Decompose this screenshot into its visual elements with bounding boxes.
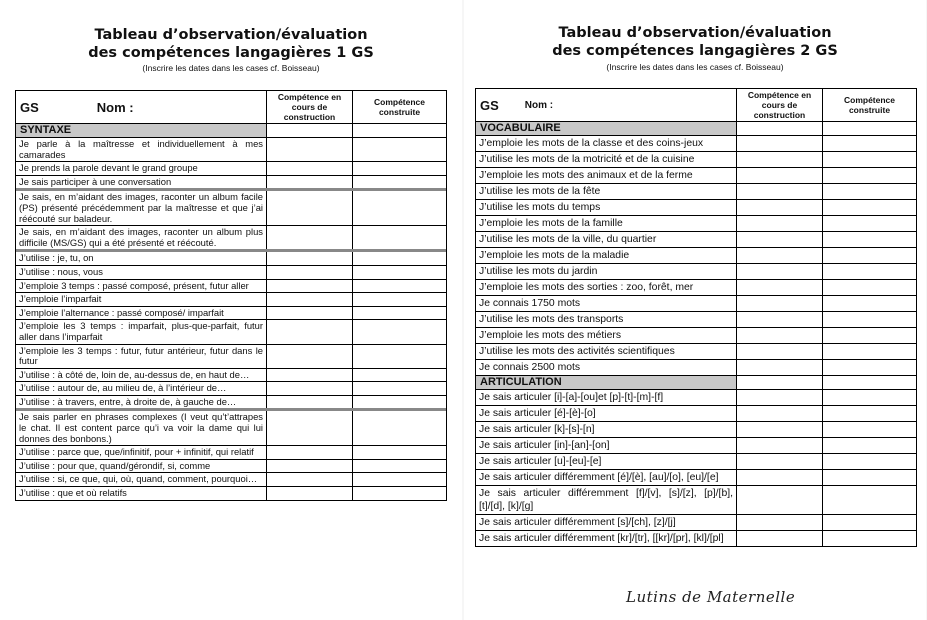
- right-section2-col2: [736, 376, 822, 389]
- row-label: J’utilise : parce que, que/infinitif, pour + infinitif, qui relatif: [19, 446, 254, 458]
- table-row: [16, 369, 446, 383]
- row-label: Je sais articuler [i]-[a]-[ou]et [p]-[t]-[m]-[f]: [479, 392, 664, 403]
- cell-construite[interactable]: [822, 422, 916, 437]
- row-label: J’emploie l’alternance : passé composé/ imparfait: [19, 306, 224, 318]
- row-label: Je sais articuler différemment [f]/[v], [s]/[z], [p]/[b], [t]/[d], [k]/[g]: [479, 488, 733, 512]
- right-subtitle: (Inscrire les dates dans les cases cf. Boisseau): [606, 62, 784, 72]
- row-label: J’emploie les mots de la classe et des coins-jeux: [479, 138, 704, 149]
- cell-en-cours[interactable]: [266, 162, 352, 175]
- row-label: Je sais articuler [u]-[eu]-[e]: [479, 456, 602, 467]
- row-label: J’emploie les 3 temps : futur, futur antérieur, futur dans le futur: [19, 344, 263, 367]
- cell-construite[interactable]: [822, 328, 916, 343]
- right-section2-col3: [822, 376, 916, 389]
- row-label: Je connais 1750 mots: [479, 298, 581, 309]
- cell-construite[interactable]: [352, 487, 446, 500]
- table-row: [476, 390, 916, 406]
- table-row: [476, 312, 916, 328]
- cell-en-cours[interactable]: [266, 446, 352, 459]
- table-row: [16, 138, 446, 162]
- table-row: [476, 422, 916, 438]
- row-label: J’emploie les mots des métiers: [479, 330, 622, 341]
- cell-construite[interactable]: [822, 152, 916, 167]
- cell-construite[interactable]: [822, 515, 916, 530]
- sheet-right: [464, 0, 926, 620]
- cell-construite[interactable]: [822, 296, 916, 311]
- table-row: [476, 280, 916, 296]
- cell-en-cours[interactable]: [736, 184, 822, 199]
- right-header-col3: Compétence construite: [822, 89, 916, 121]
- cell-en-cours[interactable]: [736, 232, 822, 247]
- row-label: Je sais articuler [in]-[an]-[on]: [479, 440, 610, 451]
- cell-en-cours[interactable]: [266, 396, 352, 409]
- cell-en-cours[interactable]: [266, 473, 352, 486]
- right-table: [475, 88, 917, 547]
- cell-en-cours[interactable]: [736, 531, 822, 546]
- table-row: [16, 293, 446, 307]
- table-row: [476, 264, 916, 280]
- right-section1-label: VOCABULAIRE: [480, 122, 561, 134]
- row-label: J’utilise : si, ce que, qui, où, quand, comment, pourquoi…: [19, 473, 258, 485]
- table-row: [476, 344, 916, 360]
- cell-construite[interactable]: [352, 345, 446, 368]
- table-row: [476, 136, 916, 152]
- table-row: [476, 168, 916, 184]
- cell-construite[interactable]: [352, 138, 446, 161]
- row-label: Je sais articuler différemment [s]/[ch], [z]/[j]: [479, 517, 676, 528]
- row-label: J’emploie les mots de la maladie: [479, 250, 630, 261]
- right-table-header: [476, 89, 916, 122]
- row-label: J’emploie les 3 temps : imparfait, plus-que-parfait, futur aller dans l’imparfait: [19, 320, 263, 342]
- table-row: [16, 446, 446, 460]
- cell-en-cours[interactable]: [266, 460, 352, 473]
- table-row: [16, 473, 446, 487]
- cell-construite[interactable]: [822, 486, 916, 514]
- cell-construite[interactable]: [352, 280, 446, 293]
- cell-en-cours[interactable]: [736, 312, 822, 327]
- cell-construite[interactable]: [352, 191, 446, 225]
- left-section-label: SYNTAXE: [20, 124, 72, 136]
- cell-construite[interactable]: [352, 369, 446, 382]
- row-label: J’emploie les mots de la famille: [479, 218, 623, 229]
- cell-en-cours[interactable]: [266, 266, 352, 279]
- right-section1-col2: [736, 122, 822, 135]
- cell-en-cours[interactable]: [736, 344, 822, 359]
- right-section2-label: ARTICULATION: [480, 376, 562, 388]
- row-label: J’utilise : que et où relatifs: [19, 487, 127, 499]
- cell-en-cours[interactable]: [266, 138, 352, 161]
- right-header-nom: Nom :: [524, 99, 554, 111]
- row-label: J’utilise : nous, vous: [19, 265, 103, 277]
- cell-construite[interactable]: [822, 360, 916, 375]
- cell-en-cours[interactable]: [266, 382, 352, 395]
- cell-en-cours[interactable]: [736, 470, 822, 485]
- row-label: J’utilise : à travers, entre, à droite de, à gauche de…: [19, 395, 237, 407]
- cell-en-cours[interactable]: [736, 438, 822, 453]
- table-row: [16, 345, 446, 369]
- lutins-logo: Lutins de Maternelle: [626, 588, 796, 606]
- table-row: [16, 382, 446, 396]
- cell-construite[interactable]: [822, 390, 916, 405]
- cell-construite[interactable]: [822, 438, 916, 453]
- table-row: [476, 515, 916, 531]
- cell-en-cours[interactable]: [736, 486, 822, 514]
- cell-construite[interactable]: [822, 136, 916, 151]
- table-row: [16, 280, 446, 294]
- cell-en-cours[interactable]: [266, 487, 352, 500]
- cell-construite[interactable]: [822, 312, 916, 327]
- row-label: Je prends la parole devant le grand groupe: [19, 162, 198, 174]
- right-title-line1: Tableau d’observation/évaluation: [558, 25, 832, 41]
- table-row: [16, 460, 446, 474]
- right-header-name-cell: [476, 89, 736, 121]
- table-row: [476, 296, 916, 312]
- row-label: Je sais articuler différemment [é]/[è], [au]/[o], [eu]/[e]: [479, 472, 719, 483]
- left-rows: [16, 138, 446, 500]
- left-section-col3: [352, 124, 446, 137]
- cell-construite[interactable]: [352, 411, 446, 445]
- cell-en-cours[interactable]: [266, 280, 352, 293]
- right-header-gs: GS: [480, 97, 499, 113]
- cell-construite[interactable]: [352, 176, 446, 189]
- right-section-vocabulaire: [476, 122, 916, 136]
- row-label: J’emploie l’imparfait: [19, 293, 102, 305]
- row-label: Je sais, en m’aidant des images, raconter un album plus difficile (MS/GS) qui a été présenté et réécouté.: [19, 226, 263, 248]
- row-label: J’utilise les mots du temps: [479, 202, 601, 213]
- cell-en-cours[interactable]: [736, 390, 822, 405]
- left-title-line2: des compétences langagières 1 GS: [88, 45, 374, 61]
- cell-en-cours[interactable]: [266, 226, 352, 249]
- cell-construite[interactable]: [822, 216, 916, 231]
- cell-en-cours[interactable]: [736, 216, 822, 231]
- table-row: [16, 226, 446, 252]
- cell-en-cours[interactable]: [736, 152, 822, 167]
- left-header-name-cell: [16, 91, 266, 123]
- cell-en-cours[interactable]: [736, 296, 822, 311]
- row-label: Je sais articuler [é]-[è]-[o]: [479, 408, 596, 419]
- cell-en-cours[interactable]: [266, 191, 352, 225]
- cell-construite[interactable]: [352, 252, 446, 265]
- table-row: [16, 252, 446, 266]
- row-label: Je sais articuler [k]-[s]-[n]: [479, 424, 595, 435]
- cell-construite[interactable]: [822, 248, 916, 263]
- cell-construite[interactable]: [352, 473, 446, 486]
- row-label: Je sais, en m’aidant des images, raconter un album facile (PS) présenté précédemment par la maîtresse et que j’ai réécouté sur baladeur.: [19, 191, 263, 224]
- cell-en-cours[interactable]: [736, 454, 822, 469]
- table-row: [16, 320, 446, 344]
- table-row: [16, 162, 446, 176]
- cell-construite[interactable]: [352, 226, 446, 249]
- table-row: [16, 307, 446, 321]
- cell-en-cours[interactable]: [736, 136, 822, 151]
- cell-construite[interactable]: [822, 232, 916, 247]
- table-row: [476, 454, 916, 470]
- table-row: [16, 191, 446, 226]
- row-label: Je sais parler en phrases complexes (I veut qu’t’attrapes le chat. Il est content parce qu’i va voir la dame qui lui donnes des bonbons.): [19, 411, 263, 444]
- row-label: Je sais articuler différemment [kr]/[tr], [[kr]/[pr], [kl]/[pl]: [479, 533, 724, 544]
- table-row: [476, 438, 916, 454]
- table-row: [476, 360, 916, 375]
- cell-construite[interactable]: [352, 382, 446, 395]
- row-label: J’emploie 3 temps : passé composé, présent, futur aller: [19, 279, 249, 291]
- row-label: Je sais participer à une conversation: [19, 175, 172, 187]
- row-label: J’emploie les mots des sorties : zoo, forêt, mer: [479, 282, 694, 293]
- cell-en-cours[interactable]: [266, 411, 352, 445]
- row-label: Je connais 2500 mots: [479, 362, 581, 373]
- left-table-header: [16, 91, 446, 124]
- cell-construite[interactable]: [352, 293, 446, 306]
- artic-rows: [476, 390, 916, 546]
- cell-en-cours[interactable]: [736, 515, 822, 530]
- left-table: [15, 90, 447, 501]
- right-section1-col3: [822, 122, 916, 135]
- left-header-col2: Compétence en cours de construction: [266, 91, 352, 123]
- cell-en-cours[interactable]: [736, 360, 822, 375]
- cell-construite[interactable]: [822, 454, 916, 469]
- row-label: J’emploie les mots des animaux et de la ferme: [479, 170, 693, 181]
- cell-construite[interactable]: [352, 446, 446, 459]
- row-label: J’utilise : à côté de, loin de, au-dessus de, en haut de…: [19, 368, 250, 380]
- cell-en-cours[interactable]: [266, 320, 352, 343]
- table-row: [476, 470, 916, 486]
- cell-construite[interactable]: [352, 162, 446, 175]
- cell-construite[interactable]: [352, 396, 446, 409]
- left-subtitle: (Inscrire les dates dans les cases cf. Boisseau): [142, 63, 320, 73]
- table-row: [16, 411, 446, 446]
- cell-en-cours[interactable]: [736, 406, 822, 421]
- table-row: [476, 216, 916, 232]
- cell-construite[interactable]: [352, 266, 446, 279]
- right-section-articulation: [476, 375, 916, 390]
- cell-en-cours[interactable]: [266, 307, 352, 320]
- table-row: [476, 152, 916, 168]
- cell-en-cours[interactable]: [266, 345, 352, 368]
- cell-en-cours[interactable]: [736, 422, 822, 437]
- left-header-gs: GS: [20, 99, 39, 115]
- table-row: [476, 200, 916, 216]
- row-label: J’utilise les mots de la fête: [479, 186, 601, 197]
- cell-construite[interactable]: [822, 200, 916, 215]
- table-row: [476, 248, 916, 264]
- cell-en-cours[interactable]: [736, 248, 822, 263]
- table-row: [476, 406, 916, 422]
- vocab-rows: [476, 136, 916, 375]
- cell-construite[interactable]: [352, 460, 446, 473]
- right-title-line2: des compétences langagières 2 GS: [552, 43, 838, 59]
- table-row: [476, 531, 916, 546]
- left-header-nom: Nom :: [96, 99, 134, 115]
- table-row: [476, 184, 916, 200]
- cell-construite[interactable]: [352, 320, 446, 343]
- right-header-col2: Compétence en cours de construction: [736, 89, 822, 121]
- table-row: [16, 266, 446, 280]
- cell-construite[interactable]: [822, 531, 916, 546]
- left-section-syntaxe: [16, 124, 446, 138]
- table-row: [16, 396, 446, 412]
- row-label: J’utilise les mots du jardin: [479, 266, 598, 277]
- cell-construite[interactable]: [822, 280, 916, 295]
- left-title-line1: Tableau d’observation/évaluation: [94, 27, 368, 43]
- cell-construite[interactable]: [822, 470, 916, 485]
- row-label: J’utilise les mots des activités scientifiques: [479, 346, 675, 357]
- cell-en-cours[interactable]: [736, 168, 822, 183]
- cell-en-cours[interactable]: [736, 264, 822, 279]
- table-row: [476, 486, 916, 515]
- table-row: [16, 487, 446, 500]
- row-label: J’utilise : je, tu, on: [19, 252, 94, 264]
- cell-construite[interactable]: [822, 406, 916, 421]
- table-row: [476, 328, 916, 344]
- cell-en-cours[interactable]: [736, 328, 822, 343]
- row-label: J’utilise les mots de la ville, du quartier: [479, 234, 657, 245]
- cell-construite[interactable]: [352, 307, 446, 320]
- cell-en-cours[interactable]: [266, 293, 352, 306]
- left-section-col2: [266, 124, 352, 137]
- cell-construite[interactable]: [822, 168, 916, 183]
- cell-en-cours[interactable]: [266, 252, 352, 265]
- table-row: [16, 176, 446, 192]
- row-label: J’utilise les mots des transports: [479, 314, 624, 325]
- cell-en-cours[interactable]: [266, 176, 352, 189]
- cell-construite[interactable]: [822, 344, 916, 359]
- cell-construite[interactable]: [822, 264, 916, 279]
- row-label: J’utilise les mots de la motricité et de la cuisine: [479, 154, 695, 165]
- cell-en-cours[interactable]: [736, 200, 822, 215]
- row-label: J’utilise : pour que, quand/gérondif, si, comme: [19, 459, 211, 471]
- cell-en-cours[interactable]: [736, 280, 822, 295]
- row-label: J’utilise : autour de, au milieu de, à l’intérieur de…: [19, 382, 227, 394]
- row-label: Je parle à la maîtresse et individuellement à mes camarades: [19, 138, 263, 160]
- table-row: [476, 232, 916, 248]
- sheet-left: [0, 0, 462, 620]
- cell-en-cours[interactable]: [266, 369, 352, 382]
- left-header-col3: Compétence construite: [352, 91, 446, 123]
- cell-construite[interactable]: [822, 184, 916, 199]
